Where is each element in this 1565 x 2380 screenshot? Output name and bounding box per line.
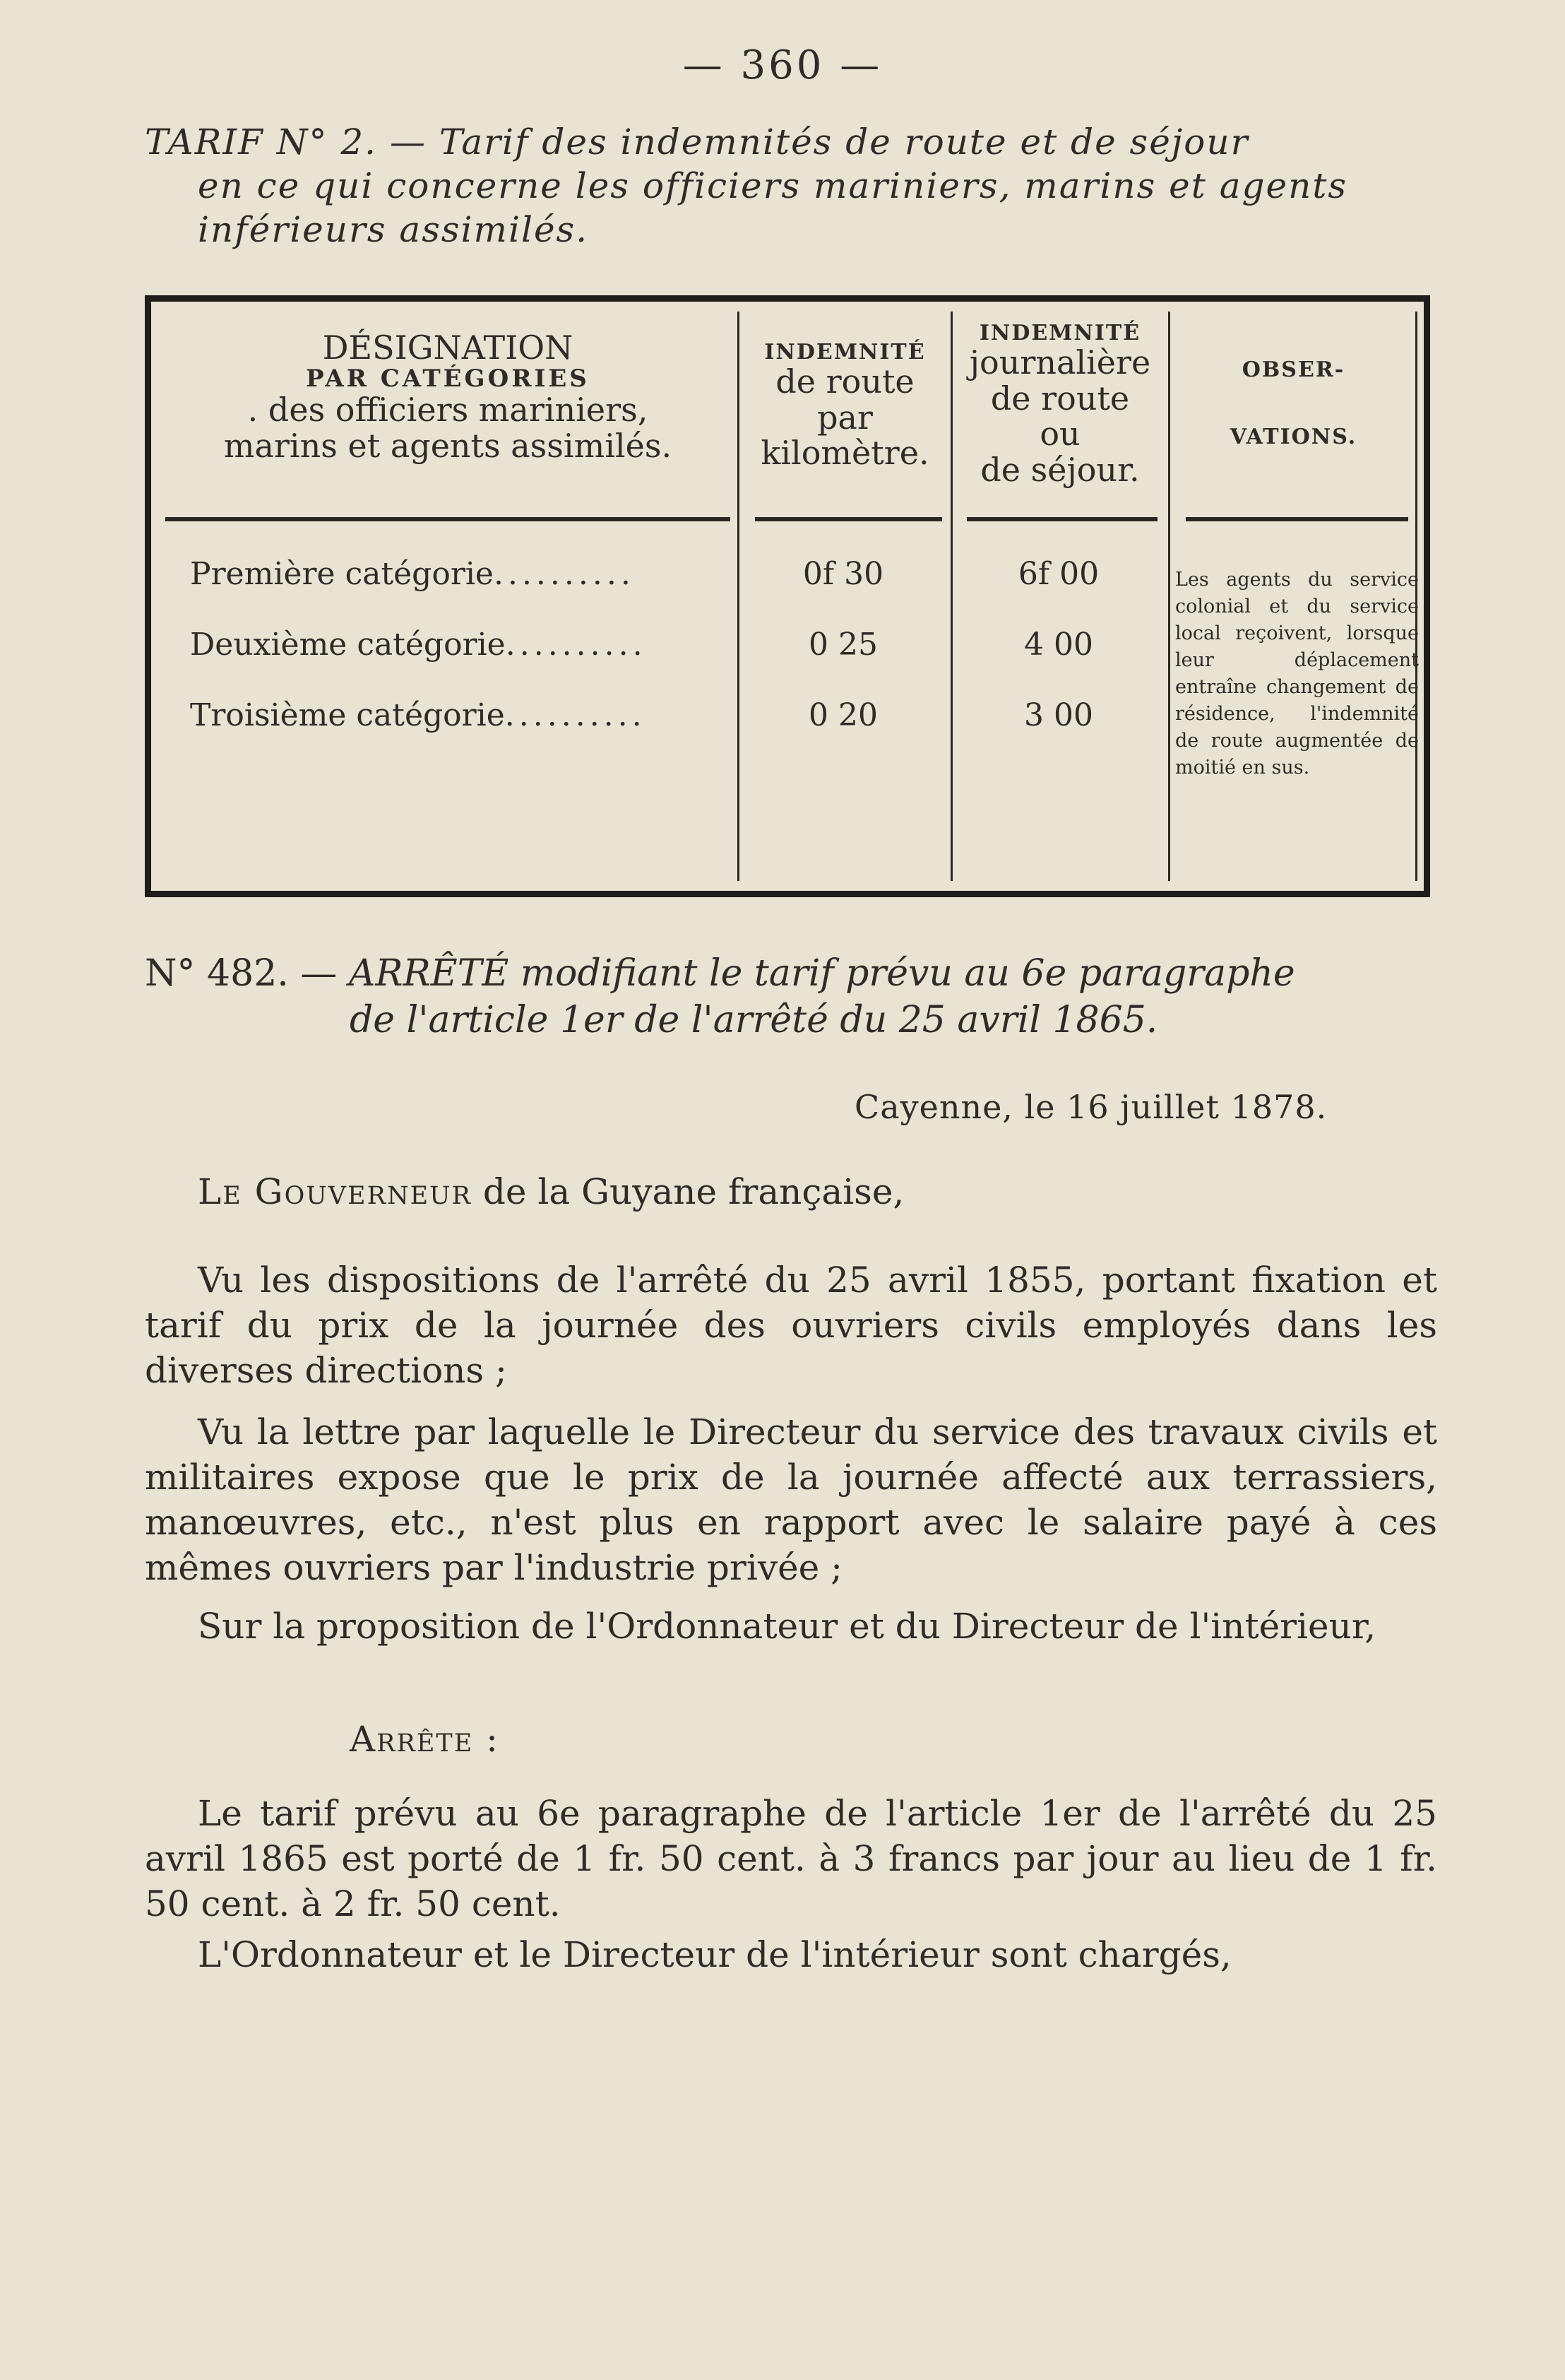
dateline: Cayenne, le 16 juillet 1878.	[855, 1088, 1328, 1126]
table-cell-route: 0f 30	[802, 556, 884, 592]
table-cell-journaliere: 4 00	[1024, 627, 1093, 663]
arrete-number: N° 482.	[145, 952, 289, 995]
arrete-title: N° 482. — ARRÊTÉ modifiant le tarif prévu au 6e paragraphe de l'article 1er de l'arrêté du 25 avril 1865.	[145, 950, 1437, 1043]
column-divider	[737, 312, 739, 881]
paragraph-last: L'Ordonnateur et le Directeur de l'intérieur sont chargés,	[198, 1934, 1232, 1975]
table-row-category: Première catégorie..........	[190, 556, 635, 592]
column-divider	[951, 312, 953, 881]
paragraph-tarif: Le tarif prévu au 6e paragraphe de l'article 1er de l'arrêté du 25 avril 1865 est porté de 1 fr. 50 cent. à 3 francs par jour au lieu de 1 fr. 50 cent. à 2 fr. 50 cent.	[145, 1793, 1437, 1924]
arrete-title-line1: ARRÊTÉ modifiant le tarif prévu au 6e paragraphe	[348, 952, 1295, 995]
header-journaliere: INDEMNITÉ journalière de route ou de séjour.	[969, 321, 1151, 489]
paragraph-vu-1: Vu les dispositions de l'arrêté du 25 avril 1855, portant fixation et tarif du prix de la journée des ouvriers civils employés dans les diverses directions ;	[145, 1260, 1437, 1391]
tarif-title	[145, 120, 1437, 251]
table-cell-journaliere: 3 00	[1024, 697, 1093, 733]
header-rule	[1186, 517, 1408, 521]
tarif-title-line3: inférieurs assimilés.	[198, 209, 589, 250]
table-cell-journaliere: 6f 00	[1018, 556, 1100, 592]
table-cell-route: 0 20	[809, 697, 878, 733]
header-rule	[755, 517, 942, 521]
table-row-category: Troisième catégorie..........	[190, 697, 646, 733]
paragraph-sur: Sur la proposition de l'Ordonnateur et du Directeur de l'intérieur,	[198, 1606, 1376, 1647]
table-row-category: Deuxième catégorie..........	[190, 627, 647, 663]
tarif-title-line2: en ce qui concerne les officiers mariniers, marins et agents	[198, 165, 1348, 206]
paragraph-vu-2: Vu la lettre par laquelle le Directeur du service des travaux civils et militaires expose que le prix de la journée affecté aux terrassiers, manœuvres, etc., n'est plus en rapport avec le salaire payé à ces mêmes ouvriers par l'industrie privée ;	[145, 1411, 1437, 1588]
header-rule	[165, 517, 730, 521]
governor-line: Le Gouverneur de la Guyane française,	[198, 1171, 905, 1212]
header-observations: OBSER- VATIONS.	[1230, 357, 1357, 449]
page-number: — 360 —	[682, 42, 883, 88]
tarif-label: TARIF N° 2. —	[145, 122, 427, 162]
observations-text: Les agents du service colonial et du service local reçoivent, lorsque leur déplacement entraîne changement de résidence, l'indemnité de route augmentée de moitié en sus.	[1175, 569, 1419, 778]
header-rule	[967, 517, 1158, 521]
arrete-label: Arrête :	[350, 1719, 499, 1760]
header-route: INDEMNITÉ de route par kilomètre.	[761, 340, 929, 473]
arrete-title-line2: de l'article 1er de l'arrêté du 25 avril 1865.	[350, 999, 1158, 1041]
table-cell-route: 0 25	[809, 627, 878, 663]
tarif-title-line1: TARIF N° 2. — Tarif des indemnités de route et de séjour	[145, 122, 1249, 162]
header-designation: DÉSIGNATION PAR CATÉGORIES . des officiers mariniers, marins et agents assimilés.	[223, 328, 672, 465]
column-divider	[1168, 312, 1170, 881]
tarif-table	[145, 295, 1430, 897]
